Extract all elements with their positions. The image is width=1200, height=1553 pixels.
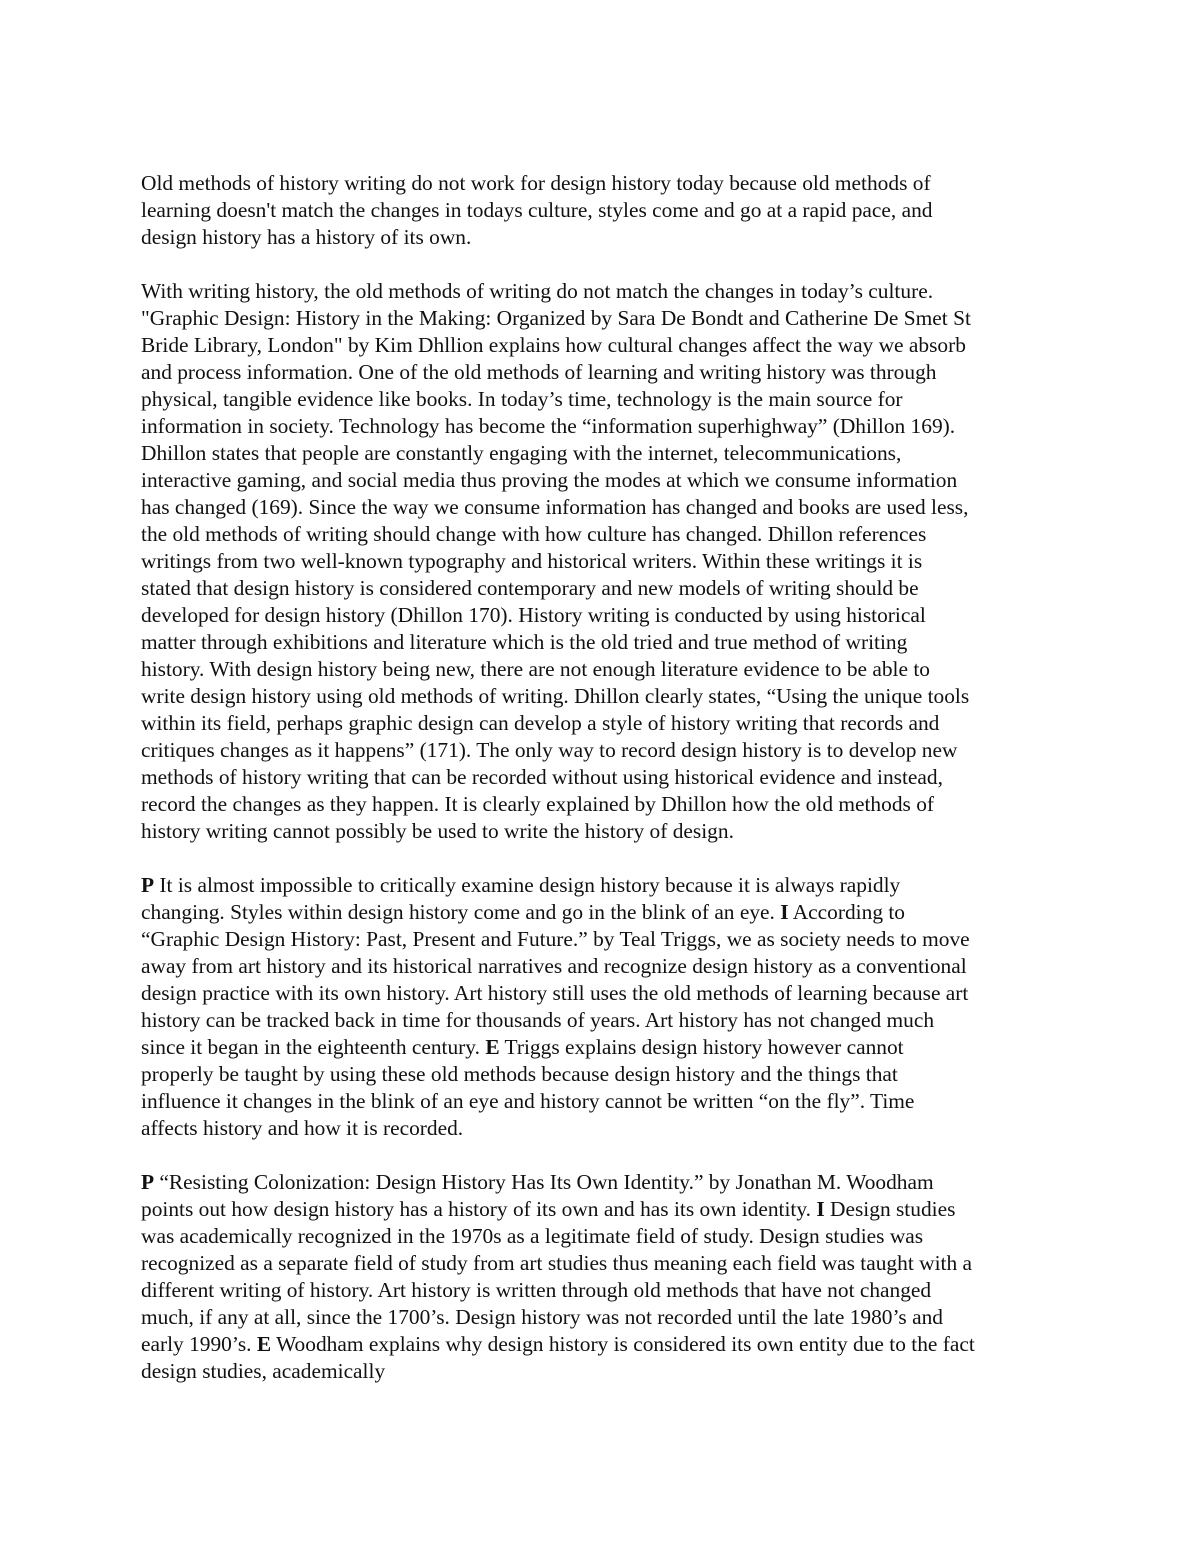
text-run: within its field, perhaps graphic design can develop a style of history writing that records and [141, 711, 940, 735]
text-run: early 1990’s. [141, 1332, 257, 1356]
text-run: since it began in the eighteenth century. [141, 1035, 486, 1059]
text-line [141, 926, 1071, 953]
text-line [141, 224, 1071, 251]
text-run: design practice with its own history. Art history still uses the old methods of learning because art [141, 981, 969, 1005]
text-line [141, 1115, 1071, 1142]
text-run: changing. Styles within design history come and go in the blink of an eye. [141, 900, 781, 924]
paragraph-body-2 [141, 872, 1071, 1142]
text-line [141, 1007, 1071, 1034]
text-line [141, 170, 1071, 197]
text-run: With writing history, the old methods of writing do not match the changes in today’s culture. [141, 279, 934, 303]
text-run: Triggs explains design history however cannot [499, 1035, 904, 1059]
text-run: properly be taught by using these old methods because design history and the things that [141, 1062, 898, 1086]
text-run: history. With design history being new, there are not enough literature evidence to be able to [141, 657, 930, 681]
text-run: According to [788, 900, 905, 924]
text-run: the old methods of writing should change with how culture has changed. Dhillon references [141, 522, 927, 546]
text-line [141, 386, 1071, 413]
text-run: has changed (169). Since the way we consume information has changed and books are used less, [141, 495, 969, 519]
text-run: recognized as a separate field of study from art studies thus meaning each field was taught with a [141, 1251, 972, 1275]
text-run: design studies, academically [141, 1359, 386, 1383]
text-line [141, 332, 1071, 359]
text-line [141, 980, 1071, 1007]
text-line [141, 359, 1071, 386]
text-run: "Graphic Design: History in the Making: Organized by Sara De Bondt and Catherine De Smet St [141, 306, 971, 330]
text-run: matter through exhibitions and literature which is the old tried and true method of writing [141, 630, 908, 654]
text-run: Dhillon states that people are constantly engaging with the internet, telecommunications, [141, 441, 902, 465]
text-line [141, 764, 1071, 791]
text-run: design history has a history of its own. [141, 225, 472, 249]
text-line [141, 656, 1071, 683]
text-line [141, 413, 1071, 440]
text-line [141, 1223, 1071, 1250]
text-line [141, 548, 1071, 575]
text-line [141, 872, 1071, 899]
text-line [141, 683, 1071, 710]
text-line [141, 710, 1071, 737]
text-line [141, 575, 1071, 602]
paragraph-marker: E [256, 1332, 272, 1356]
text-run: methods of history writing that can be recorded without using historical evidence and instead, [141, 765, 943, 789]
text-run: history writing cannot possibly be used to write the history of design. [141, 819, 734, 843]
text-line [141, 467, 1071, 494]
text-line [141, 899, 1071, 926]
text-run: different writing of history. Art history is written through old methods that have not changed [141, 1278, 932, 1302]
text-line [141, 629, 1071, 656]
text-line [141, 197, 1071, 224]
text-line [141, 1304, 1071, 1331]
text-line [141, 521, 1071, 548]
text-run: was academically recognized in the 1970s as a legitimate field of study. Design studies was [141, 1224, 924, 1248]
text-run: interactive gaming, and social media thus proving the modes at which we consume information [141, 468, 958, 492]
text-run: history can be tracked back in time for thousands of years. Art history has not changed much [141, 1008, 935, 1032]
text-line [141, 1277, 1071, 1304]
paragraph-marker: P [141, 1170, 155, 1194]
text-run: much, if any at all, since the 1700’s. Design history was not recorded until the late 1980’s and [141, 1305, 943, 1329]
paragraph-marker: I [816, 1197, 825, 1221]
text-line [141, 953, 1071, 980]
text-run: affects history and how it is recorded. [141, 1116, 464, 1140]
text-run: information in society. Technology has become the “information superhighway” (Dhillon 169). [141, 414, 956, 438]
text-run: stated that design history is considered contemporary and new models of writing should be [141, 576, 919, 600]
paragraph-marker: I [780, 900, 789, 924]
text-run: “Resisting Colonization: Design History Has Its Own Identity.” by Jonathan M. Woodham [154, 1170, 934, 1194]
text-run: and process information. One of the old methods of learning and writing history was through [141, 360, 937, 384]
text-line [141, 1034, 1071, 1061]
text-run: Woodham explains why design history is considered its own entity due to the fact [271, 1332, 975, 1356]
paragraph-marker: P [141, 873, 155, 897]
text-line [141, 1250, 1071, 1277]
text-line [141, 1088, 1071, 1115]
text-line [141, 1358, 1071, 1385]
text-line [141, 818, 1071, 845]
text-run: developed for design history (Dhillon 170). History writing is conducted by using historical [141, 603, 926, 627]
text-line [141, 602, 1071, 629]
text-line [141, 1331, 1071, 1358]
text-run: writings from two well-known typography and historical writers. Within these writings it is [141, 549, 923, 573]
text-run: record the changes as they happen. It is clearly explained by Dhillon how the old methods of [141, 792, 935, 816]
text-line [141, 440, 1071, 467]
text-line [141, 305, 1071, 332]
document-body [141, 170, 1071, 1412]
text-run: It is almost impossible to critically examine design history because it is always rapidly [154, 873, 901, 897]
text-run: “Graphic Design History: Past, Present and Future.” by Teal Triggs, we as society needs to move [141, 927, 970, 951]
text-run: Design studies [824, 1197, 956, 1221]
text-run: learning doesn't match the changes in todays culture, styles come and go at a rapid pace, and [141, 198, 933, 222]
text-line [141, 791, 1071, 818]
paragraph-thesis [141, 170, 1071, 251]
text-run: critiques changes as it happens” (171). The only way to record design history is to develop new [141, 738, 958, 762]
text-line [141, 1196, 1071, 1223]
paragraph-body-1 [141, 278, 1071, 845]
text-line [141, 1169, 1071, 1196]
text-line [141, 278, 1071, 305]
paragraph-marker: E [485, 1035, 500, 1059]
text-run: influence it changes in the blink of an eye and history cannot be written “on the fly”. Time [141, 1089, 915, 1113]
text-line [141, 1061, 1071, 1088]
text-run: write design history using old methods of writing. Dhillon clearly states, “Using the unique tools [141, 684, 970, 708]
paragraph-body-3 [141, 1169, 1071, 1385]
text-run: Bride Library, London" by Kim Dhllion explains how cultural changes affect the way we absorb [141, 333, 966, 357]
text-run: physical, tangible evidence like books. In today’s time, technology is the main source for [141, 387, 903, 411]
text-run: points out how design history has a history of its own and has its own identity. [141, 1197, 817, 1221]
text-line [141, 737, 1071, 764]
text-run: away from art history and its historical narratives and recognize design history as a conventional [141, 954, 967, 978]
text-line [141, 494, 1071, 521]
text-run: Old methods of history writing do not work for design history today because old methods of [141, 171, 931, 195]
